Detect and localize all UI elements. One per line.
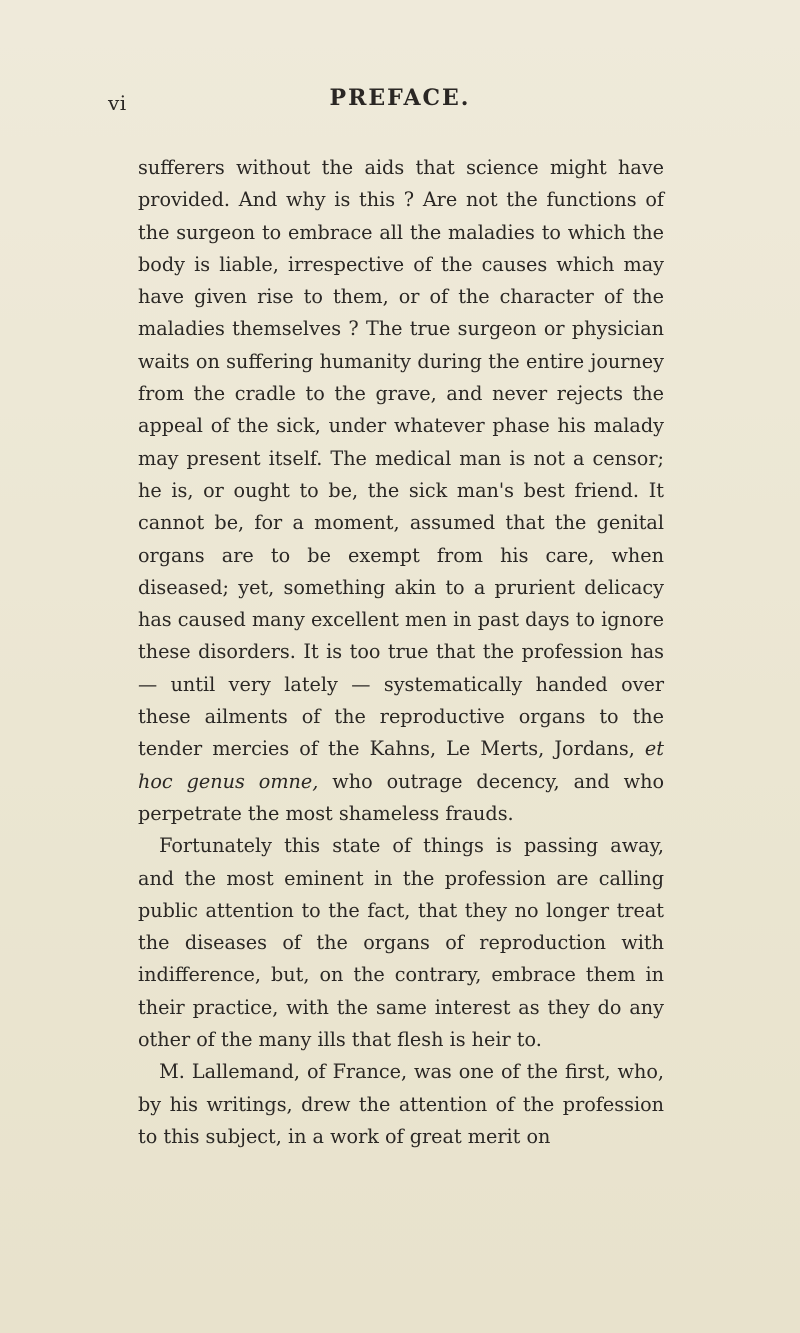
paragraph <box>138 830 664 1056</box>
paragraph-text: Fortunately this state of things is passing away, and the most eminent in the profession are calling public attention to the fact, that they no longer treat the diseases of the organs of reproduction with indifference, but, on the contrary, embrace them in their practice, with the same interest as they do any other of the many ills that flesh is heir to. <box>138 834 664 1052</box>
body-text <box>138 152 664 1153</box>
page-header <box>0 85 800 119</box>
running-head: PREFACE. <box>329 85 471 111</box>
paragraph-text: M. Lallemand, of France, was one of the first, who, by his writings, drew the attention of the profession to this subject, in a work of great merit on <box>138 1060 664 1148</box>
paragraph-text-continued: who outrage decency, and who perpetrate the most shameless frauds. <box>138 769 664 825</box>
page-number: vi <box>108 91 127 115</box>
paragraph-text: sufferers without the aids that science might have provided. And why is this ? Are not the functions of the surgeon to embrace all the maladies to which the body is liable, irrespective of the causes which may have given rise to them, or of the character of the maladies themselves ? The true surgeon or physician waits on suffering humanity during the entire journey from the cradle to the grave, and never rejects the appeal of the sick, under whatever phase his malady may present itself. The medical man is not a censor; he is, or ought to be, the sick man's best friend. It cannot be, for a moment, assumed that the genital organs are to be exempt from his care, when diseased; yet, something akin to a prurient delicacy has caused many excellent men in past days to ignore these disorders. It is too true that the profession has — until very lately — systematically handed over these ailments of the reproductive organs to the tender mercies of the Kahns, Le Merts, Jordans, <box>138 156 664 761</box>
paragraph <box>138 152 664 830</box>
italic-phrase: et hoc genus omne, <box>138 737 664 793</box>
paragraph <box>138 1056 664 1153</box>
